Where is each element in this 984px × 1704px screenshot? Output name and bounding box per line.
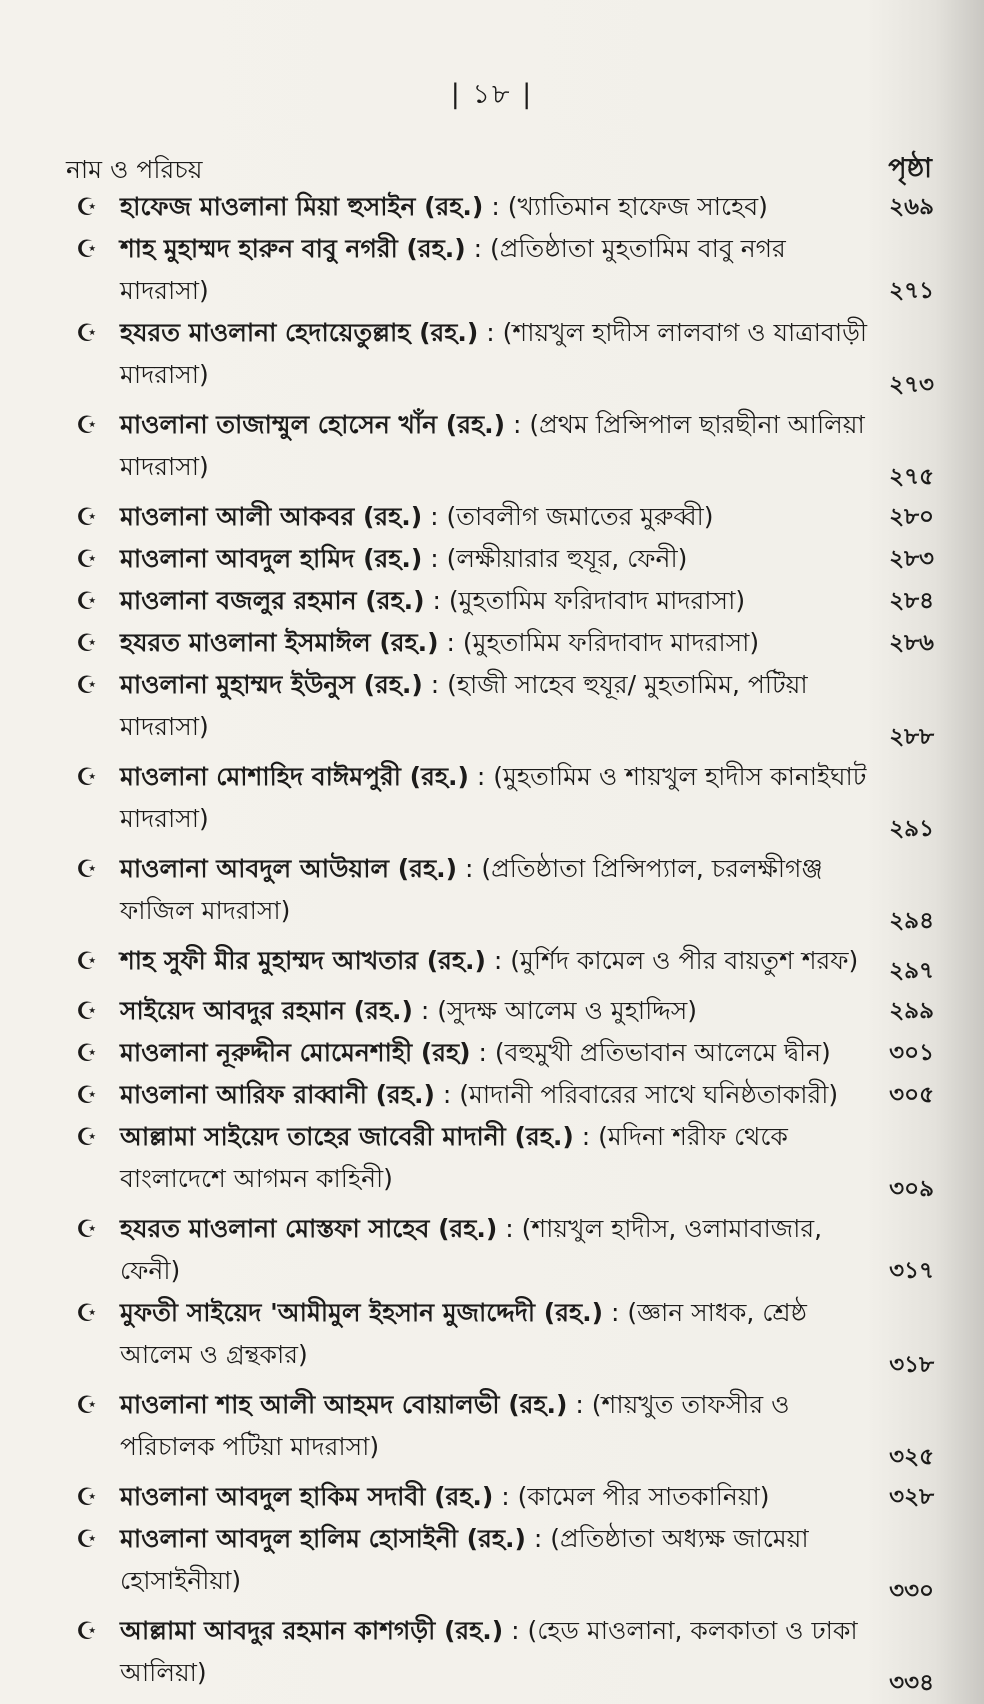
entry-title: মাওলানা আবদুল হামিদ (রহ.)	[120, 544, 423, 573]
crescent-bullet-icon: ☪	[76, 997, 98, 1025]
entry-page-number: ২৮৩	[889, 546, 934, 572]
entry-description: : (খ্যাতিমান হাফেজ সাহেব)	[483, 192, 768, 221]
toc-entry	[74, 622, 934, 664]
entry-title: শাহ মুহাম্মদ হারুন বাবু নগরী (রহ.)	[120, 234, 466, 263]
entry-description: : (তাবলীগ জমাতের মুরুব্বী)	[422, 502, 714, 531]
toc-entry	[74, 848, 934, 932]
entry-page-number: ৩৩৪	[889, 1670, 934, 1696]
crescent-bullet-icon: ☪	[76, 671, 98, 699]
entry-description: : (প্রতিষ্ঠাতা অধ্যক্ষ জামেয়া হোসাইনীয়া)	[120, 1524, 809, 1595]
entry-description: : (লক্ষীয়ারার হুযূর, ফেনী)	[422, 544, 688, 573]
entry-page-number: ২৮৬	[889, 630, 934, 656]
entry-page-number: ২৯৪	[889, 908, 934, 934]
entry-page-number: ৩১৭	[889, 1258, 934, 1284]
entry-page-number: ২৯৯	[889, 998, 934, 1024]
entry-title: মাওলানা আরিফ রাব্বানী (রহ.)	[120, 1080, 435, 1109]
entry-title: সাইয়েদ আবদুর রহমান (রহ.)	[120, 996, 413, 1025]
entry-title: মাওলানা আবদুল আউয়াল (রহ.)	[120, 854, 458, 883]
toc-entry	[74, 664, 934, 748]
entry-description: : (মুর্শিদ কামেল ও পীর বায়তুশ শরফ)	[485, 946, 859, 975]
entry-description: : (শায়খুল হাদীস লালবাগ ও যাত্রাবাড়ী মাদরাসা)	[120, 318, 868, 389]
toc-entry	[74, 940, 934, 982]
entry-title: মাওলানা আলী আকবর (রহ.)	[120, 502, 423, 531]
entry-description: : (শায়খুত তাফসীর ও পরিচালক পটিয়া মাদরাসা)	[120, 1390, 790, 1461]
crescent-bullet-icon: ☪	[76, 1525, 98, 1553]
crescent-bullet-icon: ☪	[76, 1039, 98, 1067]
entry-description: : (মুহতামিম ফরিদাবাদ মাদরাসা)	[424, 586, 746, 615]
entry-title: মাওলানা বজলুর রহমান (রহ.)	[120, 586, 425, 615]
entry-description: : (শায়খুল হাদীস, ওলামাবাজার, ফেনী)	[120, 1214, 823, 1285]
entry-title: আল্লামা আবদুর রহমান কাশগড়ী (রহ.)	[120, 1616, 504, 1645]
entry-description: : (প্রতিষ্ঠাতা মুহতামিম বাবু নগর মাদরাসা)	[120, 234, 786, 305]
entry-page-number: ২৮০	[889, 504, 934, 530]
entry-title: মাওলানা আবদুল হালিম হোসাইনী (রহ.)	[120, 1524, 526, 1553]
page-number: | ১৮ |	[450, 79, 534, 110]
entry-title: হযরত মাওলানা ইসমাঈল (রহ.)	[120, 628, 439, 657]
toc-entry	[74, 1032, 934, 1074]
crescent-bullet-icon: ☪	[76, 545, 98, 573]
toc-entry	[74, 228, 934, 312]
toc-entry	[74, 404, 934, 488]
entry-title: আল্লামা সাইয়েদ তাহের জাবেরী মাদানী (রহ.)	[120, 1122, 574, 1151]
entry-title: শাহ সুফী মীর মুহাম্মদ আখতার (রহ.)	[120, 946, 486, 975]
entry-page-number: ২৯১	[889, 816, 934, 842]
toc-entry	[74, 186, 934, 228]
entry-page-number: ৩১৮	[889, 1352, 934, 1378]
crescent-bullet-icon: ☪	[76, 629, 98, 657]
entry-description: : (সুদক্ষ আলেম ও মুহাদ্দিস)	[412, 996, 698, 1025]
toc-entry	[74, 312, 934, 396]
entry-description: : (হেড মাওলানা, কলকাতা ও ঢাকা আলিয়া)	[120, 1616, 858, 1687]
entry-title: হযরত মাওলানা মোস্তফা সাহেব (রহ.)	[120, 1214, 498, 1243]
toc-entry	[74, 1384, 934, 1468]
crescent-bullet-icon: ☪	[76, 763, 98, 791]
entry-title: মাওলানা শাহ আলী আহমদ বোয়ালভী (রহ.)	[120, 1390, 568, 1419]
entry-description: : (মদিনা শরীফ থেকে বাংলাদেশে আগমন কাহিনী)	[120, 1122, 788, 1193]
entry-title: মাওলানা মুহাম্মদ ইউনুস (রহ.)	[120, 670, 423, 699]
toc-entry	[74, 580, 934, 622]
entry-title: মাওলানা তাজাম্মুল হোসেন খাঁন (রহ.)	[120, 410, 506, 439]
crescent-bullet-icon: ☪	[76, 411, 98, 439]
column-header-name: নাম ও পরিচয়	[66, 155, 203, 184]
toc-entry	[74, 1074, 934, 1116]
crescent-bullet-icon: ☪	[76, 1391, 98, 1419]
toc-entry	[74, 1518, 934, 1602]
entry-title: হাফেজ মাওলানা মিয়া হুসাইন (রহ.)	[120, 192, 484, 221]
entry-page-number: ২৭১	[889, 278, 934, 304]
toc-entry	[74, 1208, 934, 1292]
crescent-bullet-icon: ☪	[76, 1123, 98, 1151]
entry-title: হযরত মাওলানা হেদায়েতুল্লাহ (রহ.)	[120, 318, 479, 347]
crescent-bullet-icon: ☪	[76, 235, 98, 263]
toc-entry	[74, 1292, 934, 1376]
toc-entry	[74, 496, 934, 538]
entry-page-number: ২৬৯	[889, 194, 934, 220]
toc-entry	[74, 538, 934, 580]
entry-page-number: ২৮৪	[889, 588, 934, 614]
entry-description: : (মুহতামিম ফরিদাবাদ মাদরাসা)	[438, 628, 760, 657]
toc-entry	[74, 1476, 934, 1518]
crescent-bullet-icon: ☪	[76, 855, 98, 883]
entry-title: মাওলানা মোশাহিদ বাঈমপুরী (রহ.)	[120, 762, 469, 791]
entry-title: মুফতী সাইয়েদ 'আমীমুল ইহসান মুজাদ্দেদী (রহ.)	[120, 1298, 604, 1327]
entry-page-number: ৩০১	[889, 1040, 934, 1066]
entry-page-number: ২৮৮	[889, 724, 934, 750]
crescent-bullet-icon: ☪	[76, 1081, 98, 1109]
entry-description: : (মাদানী পরিবারের সাথে ঘনিষ্ঠতাকারী)	[434, 1080, 839, 1109]
toc-entry	[74, 1116, 934, 1200]
entry-description: : (প্রথম প্রিন্সিপাল ছারছীনা আলিয়া মাদরাসা)	[120, 410, 865, 481]
entry-page-number: ৩৩০	[889, 1578, 934, 1604]
crescent-bullet-icon: ☪	[76, 319, 98, 347]
toc-entry	[74, 1610, 934, 1694]
crescent-bullet-icon: ☪	[76, 193, 98, 221]
entry-description: : (মুহতামিম ও শায়খুল হাদীস কানাইঘাট মাদরাসা)	[120, 762, 867, 833]
entry-page-number: ৩০৫	[889, 1082, 934, 1108]
crescent-bullet-icon: ☪	[76, 1215, 98, 1243]
crescent-bullet-icon: ☪	[76, 947, 98, 975]
entry-title: মাওলানা নূরুদ্দীন মোমেনশাহী (রহ)	[120, 1038, 471, 1067]
entry-title: মাওলানা আবদুল হাকিম সদাবী (রহ.)	[120, 1482, 494, 1511]
entry-description: : (বহুমুখী প্রতিভাবান আলেমে দ্বীন)	[470, 1038, 831, 1067]
toc-entry	[74, 756, 934, 840]
entry-page-number: ৩২৫	[889, 1444, 934, 1470]
toc-entry	[74, 990, 934, 1032]
crescent-bullet-icon: ☪	[76, 1483, 98, 1511]
entry-page-number: ৩২৮	[889, 1484, 934, 1510]
entry-description: : (কামেল পীর সাতকানিয়া)	[493, 1482, 770, 1511]
crescent-bullet-icon: ☪	[76, 587, 98, 615]
entry-description: : (হাজী সাহেব হুযূর/ মুহতামিম, পটিয়া মাদরাসা)	[120, 670, 808, 741]
entry-page-number: ৩০৯	[889, 1176, 934, 1202]
column-header-page: পৃষ্ঠা	[888, 153, 932, 184]
crescent-bullet-icon: ☪	[76, 1617, 98, 1645]
crescent-bullet-icon: ☪	[76, 503, 98, 531]
entry-description: : (প্রতিষ্ঠাতা প্রিন্সিপ্যাল, চরলক্ষীগঞ্জ ফাজিল মাদরাসা)	[120, 854, 823, 925]
entry-page-number: ২৭৩	[889, 372, 934, 398]
entry-description: : (জ্ঞান সাধক, শ্রেষ্ঠ আলেম ও গ্রন্থকার)	[120, 1298, 807, 1369]
crescent-bullet-icon: ☪	[76, 1299, 98, 1327]
table-of-contents	[74, 186, 934, 1702]
entry-page-number: ২৯৭	[889, 958, 934, 984]
entry-page-number: ২৭৫	[889, 464, 934, 490]
